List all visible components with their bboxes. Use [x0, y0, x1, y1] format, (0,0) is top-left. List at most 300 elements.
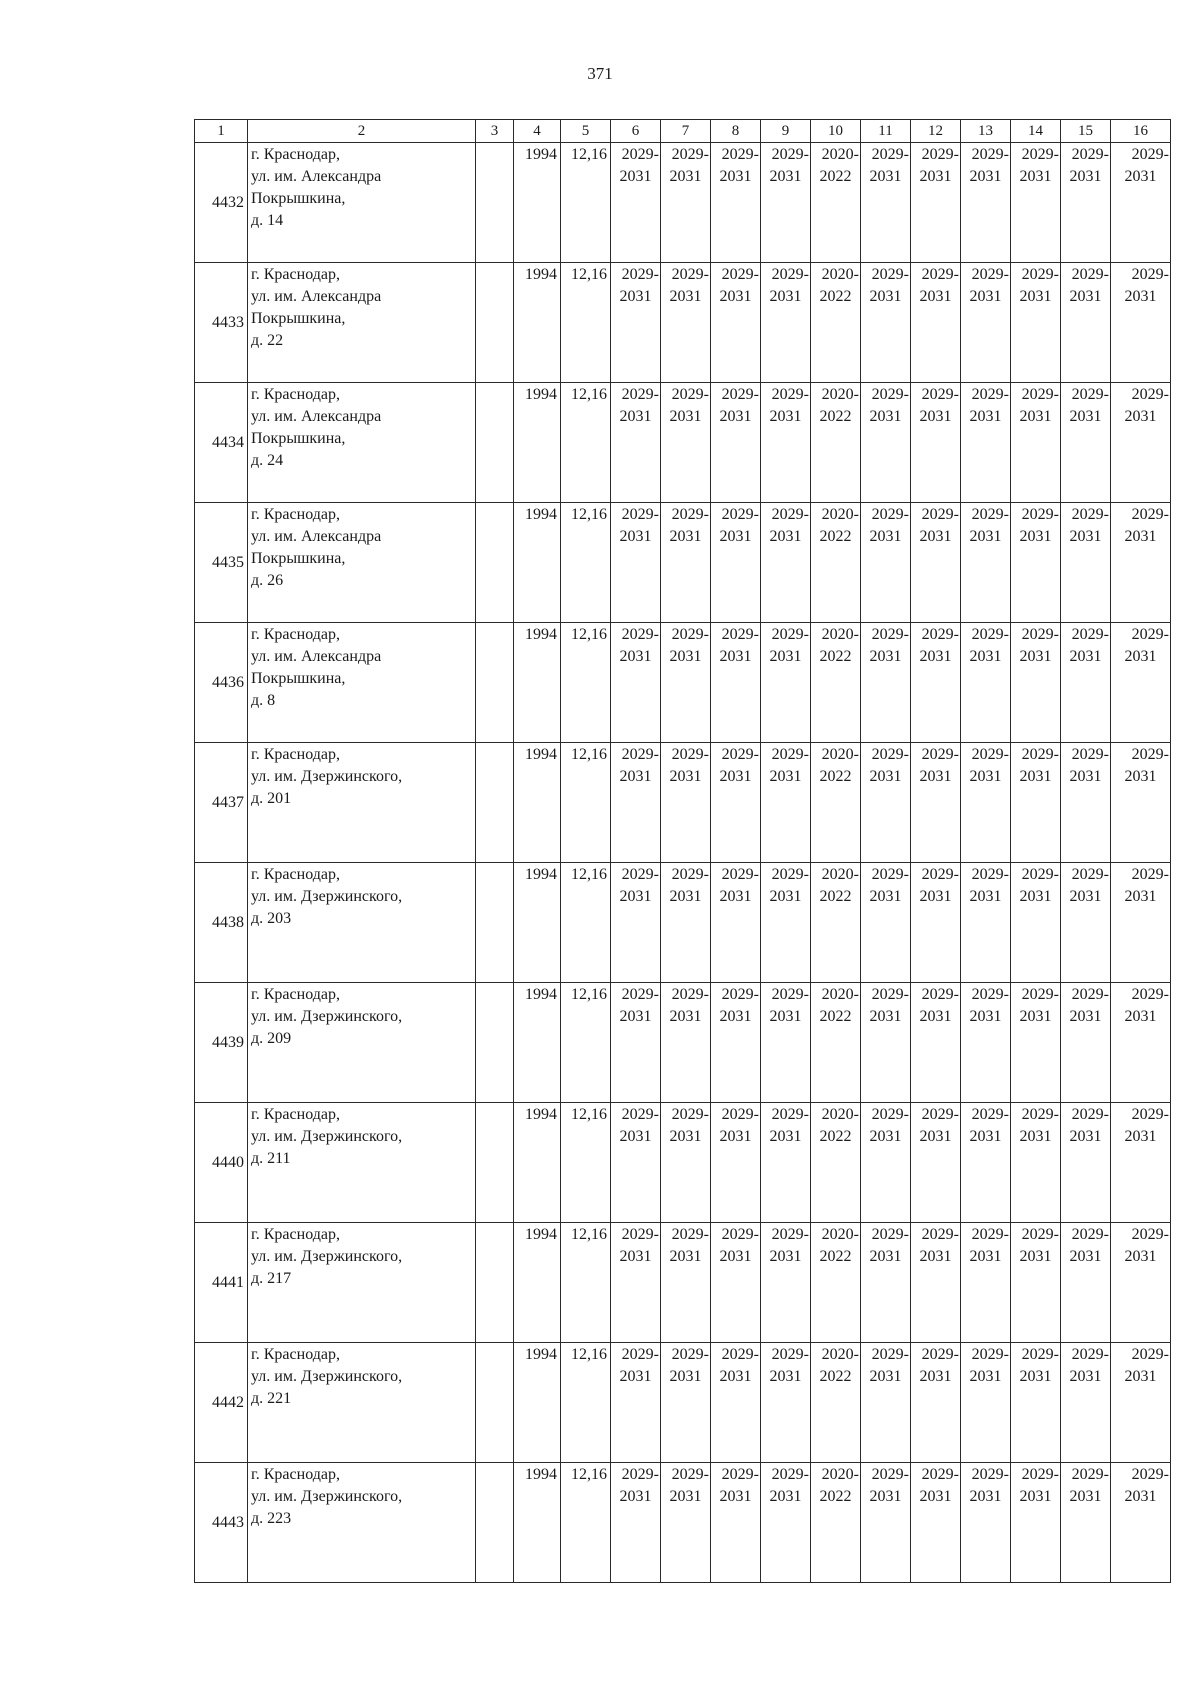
period-end: 2031 — [1069, 408, 1102, 425]
period-start: 2029- — [971, 1106, 1009, 1123]
period-start: 2029- — [971, 266, 1009, 283]
address-line: г. Краснодар, — [251, 746, 340, 763]
period-cell — [1061, 1223, 1111, 1343]
period-start: 2029- — [621, 146, 659, 163]
table-row — [195, 383, 1171, 503]
period-cell — [1111, 1463, 1171, 1583]
period-start: 2029- — [671, 386, 709, 403]
year-cell: 1994 — [514, 263, 561, 383]
period-cell — [1111, 383, 1171, 503]
period-cell — [861, 743, 911, 863]
period-start: 2029- — [1021, 1106, 1059, 1123]
period-start: 2029- — [721, 386, 759, 403]
period-cell — [861, 383, 911, 503]
period-cell — [711, 623, 761, 743]
period-cell — [661, 1343, 711, 1463]
period-cell — [911, 983, 961, 1103]
period-cell — [1111, 863, 1171, 983]
period-end: 2031 — [719, 888, 752, 905]
period-start: 2020- — [821, 146, 859, 163]
period-end: 2031 — [1124, 888, 1157, 905]
address-line: д. 26 — [251, 572, 284, 589]
period-start: 2029- — [771, 626, 809, 643]
period-end: 2031 — [919, 1128, 952, 1145]
period-start: 2029- — [721, 1466, 759, 1483]
period-end: 2031 — [769, 1248, 802, 1265]
address-line: ул. им. Дзержинского, — [251, 1248, 403, 1265]
period-end: 2031 — [719, 528, 752, 545]
period-cell — [1011, 1343, 1061, 1463]
period-cell — [661, 263, 711, 383]
address-cell — [248, 1223, 476, 1343]
address-cell — [248, 983, 476, 1103]
period-end: 2031 — [769, 648, 802, 665]
address-line: д. 8 — [251, 692, 276, 709]
period-start: 2029- — [771, 746, 809, 763]
period-start: 2029- — [1021, 146, 1059, 163]
year-cell: 1994 — [514, 623, 561, 743]
period-cell — [761, 263, 811, 383]
period-end: 2031 — [869, 528, 902, 545]
period-end: 2031 — [919, 1368, 952, 1385]
period-start: 2029- — [1071, 1106, 1109, 1123]
period-end: 2031 — [719, 1248, 752, 1265]
period-end: 2031 — [669, 1488, 702, 1505]
period-cell — [1011, 383, 1061, 503]
period-start: 2029- — [1021, 266, 1059, 283]
period-end: 2031 — [869, 408, 902, 425]
period-cell — [1111, 623, 1171, 743]
period-end: 2031 — [769, 768, 802, 785]
period-start: 2029- — [1021, 1226, 1059, 1243]
period-end: 2031 — [719, 648, 752, 665]
period-start: 2029- — [771, 986, 809, 1003]
period-start: 2029- — [621, 746, 659, 763]
period-start: 2029- — [971, 626, 1009, 643]
period-end: 2031 — [619, 1488, 652, 1505]
col-header: 7 — [661, 120, 711, 143]
period-end: 2031 — [969, 888, 1002, 905]
period-cell — [1061, 623, 1111, 743]
row-number-cell: 4433 — [195, 263, 248, 383]
period-start: 2029- — [721, 626, 759, 643]
period-start: 2029- — [771, 1106, 809, 1123]
year-cell: 1994 — [514, 503, 561, 623]
period-end: 2031 — [1019, 1008, 1052, 1025]
period-end: 2031 — [969, 1368, 1002, 1385]
period-cell — [661, 1223, 711, 1343]
period-cell — [1011, 1103, 1061, 1223]
period-start: 2029- — [771, 266, 809, 283]
col-header: 11 — [861, 120, 911, 143]
value-cell: 12,16 — [561, 623, 611, 743]
period-end: 2031 — [969, 1488, 1002, 1505]
period-start: 2029- — [1131, 506, 1169, 523]
address-line: д. 209 — [251, 1030, 292, 1047]
period-start: 2029- — [971, 986, 1009, 1003]
address-line: г. Краснодар, — [251, 986, 340, 1003]
period-start: 2029- — [771, 1226, 809, 1243]
period-start: 2029- — [1071, 1346, 1109, 1363]
period-cell — [661, 863, 711, 983]
period-start: 2029- — [921, 986, 959, 1003]
period-cell — [611, 383, 661, 503]
period-cell — [811, 623, 861, 743]
period-cell — [761, 1463, 811, 1583]
period-start: 2029- — [971, 386, 1009, 403]
period-start: 2029- — [621, 626, 659, 643]
period-start: 2029- — [1071, 1226, 1109, 1243]
value-cell: 12,16 — [561, 143, 611, 263]
period-start: 2029- — [771, 1466, 809, 1483]
address-line: г. Краснодар, — [251, 1106, 340, 1123]
year-cell: 1994 — [514, 383, 561, 503]
col-header: 1 — [195, 120, 248, 143]
period-cell — [911, 1463, 961, 1583]
period-start: 2029- — [971, 1466, 1009, 1483]
period-end: 2031 — [869, 1368, 902, 1385]
address-line: г. Краснодар, — [251, 146, 340, 163]
period-start: 2029- — [721, 986, 759, 1003]
row-number-cell: 4434 — [195, 383, 248, 503]
period-start: 2029- — [871, 1466, 909, 1483]
period-cell — [811, 1223, 861, 1343]
year-cell: 1994 — [514, 743, 561, 863]
period-end: 2031 — [1124, 1128, 1157, 1145]
period-end: 2031 — [869, 168, 902, 185]
registry-table — [194, 119, 1171, 1583]
period-end: 2031 — [869, 1488, 902, 1505]
period-cell — [611, 1223, 661, 1343]
table-row — [195, 1463, 1171, 1583]
period-cell — [861, 143, 911, 263]
period-start: 2029- — [1021, 386, 1059, 403]
table-row — [195, 1223, 1171, 1343]
period-cell — [1111, 143, 1171, 263]
period-cell — [861, 263, 911, 383]
period-cell — [761, 743, 811, 863]
col3-cell — [476, 983, 514, 1103]
value-cell: 12,16 — [561, 1103, 611, 1223]
col-header: 4 — [514, 120, 561, 143]
period-cell — [811, 743, 861, 863]
period-cell — [611, 1343, 661, 1463]
period-cell — [761, 1103, 811, 1223]
address-line: ул. им. Александра — [251, 288, 382, 305]
period-start: 2029- — [1131, 986, 1169, 1003]
period-cell — [1061, 503, 1111, 623]
address-line: г. Краснодар, — [251, 506, 340, 523]
period-start: 2029- — [1021, 506, 1059, 523]
period-end: 2031 — [719, 768, 752, 785]
period-end: 2031 — [1069, 528, 1102, 545]
address-line: д. 223 — [251, 1510, 292, 1527]
period-start: 2020- — [821, 626, 859, 643]
period-cell — [611, 983, 661, 1103]
period-end: 2031 — [619, 888, 652, 905]
period-end: 2031 — [1124, 288, 1157, 305]
period-cell — [711, 743, 761, 863]
period-end: 2031 — [1069, 1008, 1102, 1025]
address-line: ул. им. Дзержинского, — [251, 1008, 403, 1025]
table-row — [195, 1343, 1171, 1463]
col-header: 13 — [961, 120, 1011, 143]
period-end: 2022 — [819, 1248, 852, 1265]
table-row — [195, 863, 1171, 983]
col3-cell — [476, 263, 514, 383]
table-row — [195, 623, 1171, 743]
address-cell — [248, 863, 476, 983]
period-start: 2029- — [1131, 386, 1169, 403]
row-number-cell: 4440 — [195, 1103, 248, 1223]
period-start: 2029- — [771, 506, 809, 523]
period-end: 2031 — [919, 1488, 952, 1505]
period-start: 2029- — [871, 746, 909, 763]
period-start: 2020- — [821, 866, 859, 883]
col3-cell — [476, 863, 514, 983]
period-cell — [661, 1103, 711, 1223]
period-cell — [911, 263, 961, 383]
period-cell — [611, 863, 661, 983]
period-end: 2031 — [769, 1128, 802, 1145]
period-start: 2029- — [971, 146, 1009, 163]
period-cell — [761, 383, 811, 503]
period-end: 2031 — [1019, 1488, 1052, 1505]
period-start: 2020- — [821, 1346, 859, 1363]
period-start: 2029- — [1071, 986, 1109, 1003]
period-cell — [711, 1103, 761, 1223]
period-cell — [1011, 143, 1061, 263]
value-cell: 12,16 — [561, 1343, 611, 1463]
period-end: 2022 — [819, 1488, 852, 1505]
period-end: 2031 — [669, 1128, 702, 1145]
period-end: 2031 — [1019, 168, 1052, 185]
period-cell — [711, 983, 761, 1103]
period-end: 2031 — [1019, 288, 1052, 305]
period-start: 2029- — [971, 506, 1009, 523]
period-cell — [661, 983, 711, 1103]
period-end: 2031 — [1069, 888, 1102, 905]
address-line: Покрышкина, — [251, 190, 346, 207]
address-cell — [248, 383, 476, 503]
period-end: 2031 — [1124, 168, 1157, 185]
row-number-cell: 4438 — [195, 863, 248, 983]
period-cell — [811, 983, 861, 1103]
period-cell — [661, 623, 711, 743]
period-cell — [861, 863, 911, 983]
period-start: 2029- — [1071, 386, 1109, 403]
period-cell — [661, 1463, 711, 1583]
period-end: 2031 — [1069, 1488, 1102, 1505]
period-end: 2031 — [669, 888, 702, 905]
period-start: 2029- — [671, 866, 709, 883]
period-start: 2029- — [1131, 146, 1169, 163]
period-start: 2029- — [1071, 746, 1109, 763]
period-cell — [961, 143, 1011, 263]
period-start: 2029- — [721, 746, 759, 763]
period-start: 2029- — [1131, 1106, 1169, 1123]
header-row — [195, 120, 1171, 143]
period-cell — [661, 743, 711, 863]
period-cell — [611, 623, 661, 743]
period-cell — [761, 983, 811, 1103]
period-end: 2031 — [719, 1368, 752, 1385]
value-cell: 12,16 — [561, 503, 611, 623]
period-start: 2020- — [821, 266, 859, 283]
period-start: 2020- — [821, 986, 859, 1003]
period-cell — [1011, 743, 1061, 863]
col3-cell — [476, 143, 514, 263]
period-cell — [911, 743, 961, 863]
period-end: 2031 — [1069, 768, 1102, 785]
period-cell — [961, 1343, 1011, 1463]
period-end: 2031 — [719, 168, 752, 185]
col3-cell — [476, 1223, 514, 1343]
period-start: 2029- — [971, 746, 1009, 763]
period-cell — [961, 383, 1011, 503]
period-end: 2031 — [919, 408, 952, 425]
period-end: 2031 — [969, 648, 1002, 665]
table-row — [195, 143, 1171, 263]
period-end: 2031 — [619, 408, 652, 425]
value-cell: 12,16 — [561, 1223, 611, 1343]
period-cell — [911, 863, 961, 983]
period-end: 2031 — [769, 168, 802, 185]
period-start: 2029- — [621, 506, 659, 523]
row-number-cell: 4439 — [195, 983, 248, 1103]
period-end: 2031 — [1069, 648, 1102, 665]
period-end: 2031 — [919, 288, 952, 305]
period-start: 2029- — [921, 1106, 959, 1123]
address-cell — [248, 143, 476, 263]
period-cell — [761, 503, 811, 623]
period-end: 2031 — [869, 288, 902, 305]
period-end: 2031 — [669, 1008, 702, 1025]
period-start: 2029- — [621, 986, 659, 1003]
period-end: 2022 — [819, 1128, 852, 1145]
period-cell — [961, 623, 1011, 743]
period-start: 2029- — [721, 506, 759, 523]
period-start: 2029- — [871, 506, 909, 523]
period-start: 2029- — [621, 386, 659, 403]
period-cell — [861, 1223, 911, 1343]
period-end: 2031 — [769, 1368, 802, 1385]
period-end: 2031 — [1019, 648, 1052, 665]
period-end: 2031 — [919, 528, 952, 545]
period-start: 2029- — [921, 386, 959, 403]
period-cell — [1111, 1343, 1171, 1463]
period-end: 2022 — [819, 648, 852, 665]
period-cell — [611, 1463, 661, 1583]
period-end: 2031 — [669, 168, 702, 185]
period-cell — [761, 1223, 811, 1343]
period-end: 2031 — [669, 768, 702, 785]
period-cell — [1061, 263, 1111, 383]
period-end: 2031 — [769, 1008, 802, 1025]
period-end: 2031 — [969, 408, 1002, 425]
period-start: 2029- — [671, 1466, 709, 1483]
period-start: 2029- — [921, 746, 959, 763]
col3-cell — [476, 1343, 514, 1463]
table-row — [195, 983, 1171, 1103]
period-end: 2031 — [1069, 1368, 1102, 1385]
period-start: 2029- — [1071, 866, 1109, 883]
period-cell — [911, 503, 961, 623]
period-end: 2031 — [769, 288, 802, 305]
period-cell — [911, 143, 961, 263]
period-cell — [611, 743, 661, 863]
period-cell — [1111, 503, 1171, 623]
period-cell — [1111, 1103, 1171, 1223]
period-end: 2022 — [819, 288, 852, 305]
period-end: 2031 — [969, 288, 1002, 305]
row-number-cell: 4432 — [195, 143, 248, 263]
period-end: 2031 — [619, 1368, 652, 1385]
value-cell: 12,16 — [561, 263, 611, 383]
period-start: 2029- — [671, 986, 709, 1003]
period-end: 2031 — [719, 408, 752, 425]
period-cell — [1011, 1223, 1061, 1343]
address-line: д. 14 — [251, 212, 284, 229]
period-start: 2029- — [871, 386, 909, 403]
period-end: 2031 — [1069, 1128, 1102, 1145]
period-start: 2029- — [971, 1346, 1009, 1363]
period-end: 2031 — [619, 168, 652, 185]
period-start: 2029- — [621, 1466, 659, 1483]
address-line: д. 22 — [251, 332, 284, 349]
value-cell: 12,16 — [561, 863, 611, 983]
row-number-cell: 4437 — [195, 743, 248, 863]
period-start: 2029- — [921, 146, 959, 163]
period-end: 2031 — [719, 1008, 752, 1025]
period-cell — [1111, 1223, 1171, 1343]
period-start: 2020- — [821, 1106, 859, 1123]
period-end: 2031 — [1019, 1128, 1052, 1145]
period-start: 2020- — [821, 1466, 859, 1483]
period-cell — [1061, 983, 1111, 1103]
address-line: г. Краснодар, — [251, 386, 340, 403]
period-end: 2031 — [669, 1248, 702, 1265]
period-cell — [911, 1343, 961, 1463]
period-cell — [961, 743, 1011, 863]
period-end: 2031 — [1019, 888, 1052, 905]
col3-cell — [476, 623, 514, 743]
period-end: 2031 — [669, 528, 702, 545]
period-start: 2029- — [1131, 1466, 1169, 1483]
period-start: 2029- — [1071, 266, 1109, 283]
period-start: 2029- — [871, 146, 909, 163]
address-cell — [248, 1463, 476, 1583]
period-start: 2029- — [671, 506, 709, 523]
address-line: д. 24 — [251, 452, 284, 469]
period-end: 2031 — [669, 1368, 702, 1385]
period-end: 2022 — [819, 1008, 852, 1025]
col-header: 6 — [611, 120, 661, 143]
period-cell — [1011, 623, 1061, 743]
period-cell — [1111, 743, 1171, 863]
period-cell — [911, 1103, 961, 1223]
period-cell — [711, 143, 761, 263]
period-end: 2031 — [619, 528, 652, 545]
table-row — [195, 503, 1171, 623]
address-line: ул. им. Дзержинского, — [251, 1128, 403, 1145]
period-cell — [961, 1103, 1011, 1223]
period-end: 2031 — [719, 288, 752, 305]
col3-cell — [476, 503, 514, 623]
period-end: 2031 — [669, 408, 702, 425]
period-cell — [761, 1343, 811, 1463]
table-body — [195, 143, 1171, 1583]
